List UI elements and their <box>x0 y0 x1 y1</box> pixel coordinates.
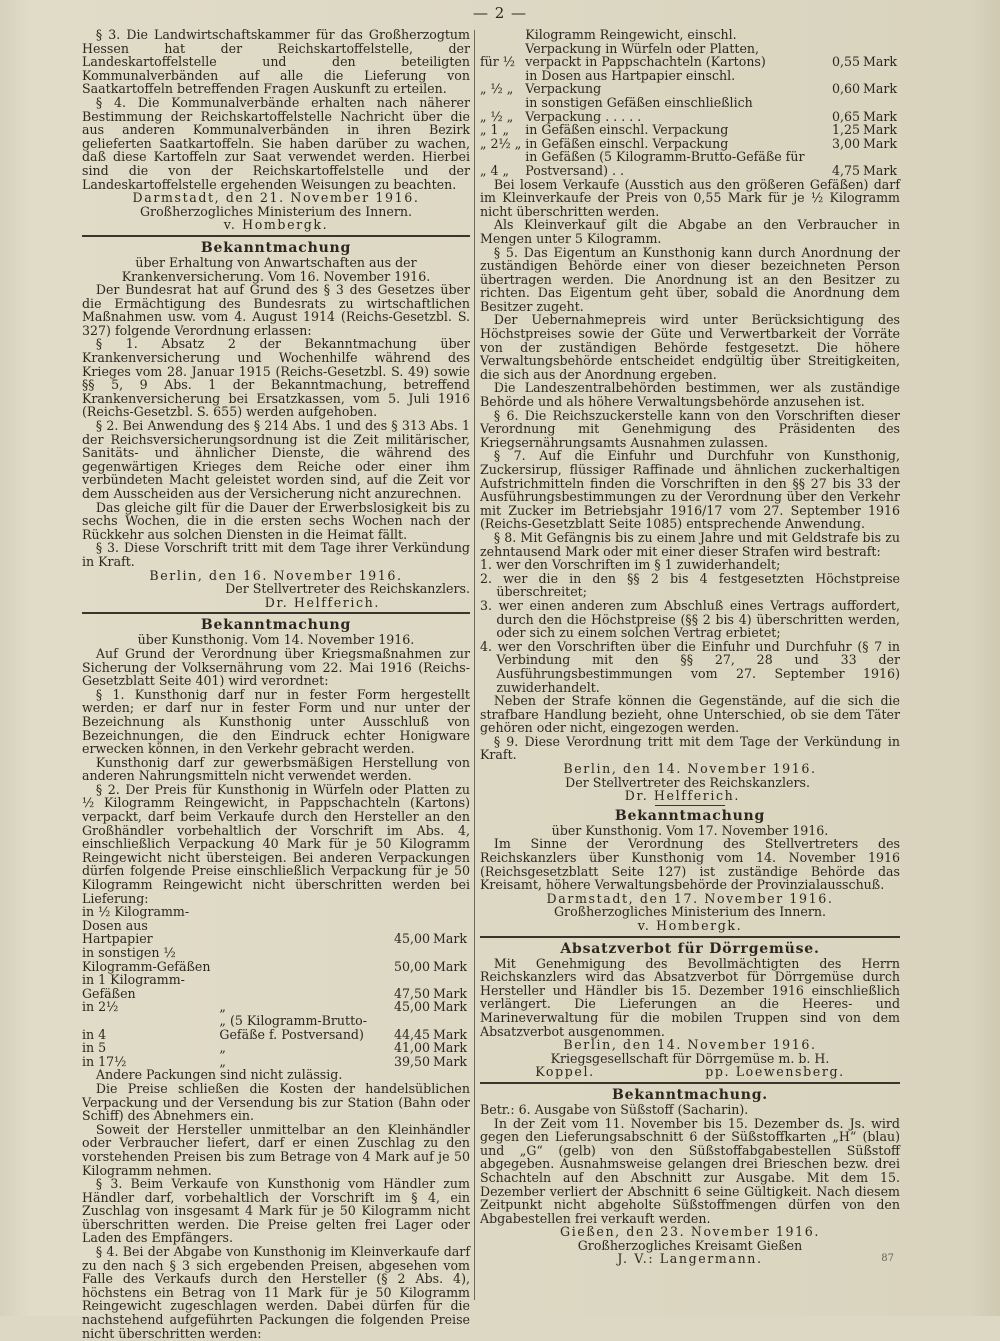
dateline: Gießen, den 23. November 1916. <box>560 1224 820 1240</box>
signature: v. Hombergk. <box>223 217 329 233</box>
price-unit: Mark <box>433 985 468 1001</box>
price-label: in Dosen aus Hartpapier einschl. Verpackung <box>525 67 736 97</box>
price-unit: Mark <box>433 958 468 974</box>
paragraph: Andere Packungen sind nicht zulässig. <box>95 1067 343 1083</box>
paragraph: § 4. Bei der Abgabe von Kunsthonig im Kleinverkaufe darf zu den nach § 3 sich ergebenden Preisen, abgesehen vom Falle des Verkaufs durch den Hersteller (§ 2 Abs. 4), höchstens ein Betrag von 11 Mark für je 50 Kilogramm Reingewicht zugeschlagen werden. Dabei dürfen für die nachstehend aufgeführten Packungen die folgenden Preise nicht überschritten werden: <box>82 1244 470 1341</box>
price-value: 0,60 <box>831 81 860 97</box>
signature-row <box>480 1252 900 1266</box>
paragraph: Bei losem Verkaufe (Ausstich aus den größeren Gefäßen) darf im Kleinverkaufe der Preis von 0,55 Mark für je ½ Kilogramm nicht überschritten werden. <box>480 176 900 219</box>
paragraph: Auf Grund der Verordnung über Kriegsmaßnahmen zur Sicherung der Volksernährung vom 22. Mai 1916 (Reichs-Gesetzblatt Seite 401) wird verordnet: <box>82 645 470 689</box>
paragraph: § 2. Bei Anwendung des § 214 Abs. 1 und des § 313 Abs. 1 der Reichsversicherungsordnung ist die Zeit militärischer, Sanitäts- und ähnlicher Dienste, die während des gegenwärtigen Krieges dem Reiche oder einer ihm verbündeten Macht geleistet worden sind, auf die Zeit vor dem Ausscheiden aus der Versicherung nicht anzurechnen. <box>82 418 470 501</box>
paragraph: § 6. Die Reichszuckerstelle kann von den Vorschriften dieser Verordnung mit Genehmigung des Präsidenten des Kriegsernährungsamts Ausnahmen zulassen. <box>480 407 900 450</box>
price-unit: Mark <box>433 999 468 1015</box>
price-value: 39,50 <box>393 1053 430 1069</box>
price-row <box>480 150 900 177</box>
price-label: in 4 <box>82 1026 107 1042</box>
right-column <box>480 28 900 1302</box>
ministry-name: Großherzogliches Ministerium des Innern. <box>554 904 826 920</box>
penalty-list <box>480 558 900 694</box>
paragraph: § 2. Der Preis für Kunsthonig in Würfeln oder Platten zu ½ Kilogramm Reingewicht, in Pappschachteln (Kartons) verpackt, darf beim Verkaufe durch den Hersteller an den Großhändler vorbehaltlich der Vorschrift im Abs. 4, einschließlich Verpackung 40 Mark für je 50 Kilogramm Reingewicht nicht übersteigen. Bei anderen Verpackungen dürfen folgende Preise einschließlich Verpackung für je 50 Kilogramm Reingewicht nicht überschritten werden bei Lieferung: <box>82 781 470 906</box>
price-row <box>480 137 900 151</box>
price-value: 0,65 <box>831 108 860 124</box>
left-column <box>82 27 470 1341</box>
price-unit: Mark <box>433 1026 468 1042</box>
subject-line: Betr.: 6. Ausgabe von Süßstoff (Sacharin). <box>480 1101 749 1117</box>
dateline: Berlin, den 14. November 1916. <box>563 761 817 777</box>
paragraph: Soweit der Hersteller unmittelbar an den Kleinhändler oder Verbraucher liefert, darf er einen Zuschlag zu den vorstehenden Preisen bis zum Betrage von 4 Mark auf je 50 Kilogramm nehmen. <box>82 1121 470 1178</box>
price-value: 47,50 <box>393 985 430 1001</box>
price-unit: Mark <box>433 1053 468 1069</box>
price-label: in 5 <box>82 1040 107 1056</box>
price-row <box>480 123 900 137</box>
price-row <box>480 28 900 69</box>
list-item: 2. wer die in den §§ 2 bis 4 festgesetzten Höchstpreise überschreitet; <box>480 570 900 600</box>
price-label-extra <box>219 973 378 1000</box>
signature: J. V.: Langermann. <box>617 1251 763 1267</box>
price-label: in 17½ <box>82 1053 127 1069</box>
signature: v. Hombergk. <box>637 918 743 933</box>
price-label-extra: „ <box>219 1040 226 1056</box>
paragraph: § 1. Kunsthonig darf nur in fester Form hergestellt werden; er darf nur in fester Form und nur unter der Bezeichnung als Kunsthonig unter Ausschluß von Bezeichnungen, die den Eindruck echter Honigware erwecken können, in den Verkehr gebracht werden. <box>82 686 470 757</box>
paragraph: In der Zeit vom 11. November bis 15. Dezember ds. Js. wird gegen den Lieferungsabschnitt 6 der Süßstoffkarten „H“ (blau) und „G“ (gelb) von den Süßstoffabgabestellen Süßstoff abgegeben. Ausnahmsweise gelangen drei Brieschen bezw. drei Schachteln auf den Abschnitt zur Ausgabe. Mit dem 15. Dezember verliert der Abschnitt 6 seine Gültigkeit. Nach diesem Zeitpunkt nicht abgeholte Süßstoffmengen dürfen von den Abgabestellen frei verkauft werden. <box>480 1115 900 1226</box>
paragraph: § 9. Diese Verordnung tritt mit dem Tage der Verkündung in Kraft. <box>480 733 900 763</box>
paragraph: Die Landeszentralbehörden bestimmen, wer als zuständige Behörde und als höhere Verwaltungsbehörde anzusehen ist. <box>480 380 900 410</box>
price-label: in Gefäßen einschl. Verpackung <box>525 122 729 138</box>
price-label: in sonstigen Gefäßen einschließlich Verpackung . . . . . <box>525 94 753 124</box>
price-value: 3,00 <box>831 135 860 151</box>
notice-subtitle: über Kunsthonig. Vom 17. November 1916. <box>551 822 829 838</box>
price-row <box>82 973 470 1000</box>
section-rule <box>82 235 470 237</box>
price-label-extra <box>219 905 378 946</box>
ministry-name: Großherzogliches Ministerium des Innern. <box>140 203 412 219</box>
paragraph: Der Uebernahmepreis wird unter Berücksichtigung des Höchstpreises sowie der Güte und Verwertbarkeit der Vorräte von der zuständigen Behörde festgesetzt. Die höhere Verwaltungsbehörde entscheidet endgültig über Streitigkeiten, die sich aus der Anordnung ergeben. <box>480 312 900 382</box>
price-unit: Mark <box>863 54 898 70</box>
price-row <box>82 905 470 946</box>
paragraph: § 3. Die Landwirtschaftskammer für das Großherzogtum Hessen hat der Reichskartoffelstelle, der Landeskartoffelstelle und den beteiligten Kommunalverbänden auf alle die Lieferung von Saatkartoffeln betreffenden Fragen Auskunft zu erteilen. <box>82 27 470 97</box>
signature: pp. Loewensberg. <box>705 1064 845 1080</box>
price-label: in ½ Kilogramm-Dosen aus Hartpapier <box>82 904 190 947</box>
paragraph: § 1. Absatz 2 der Bekanntmachung über Krankenversicherung und Wochenhilfe während des Krieges vom 28. Januar 1915 (Reichs-Gesetzbl. S. 49) sowie §§ 5, 9 Abs. 1 der Bekanntmachung, betreffend Krankenversicherung bei Ersatzkassen, vom 5. Juli 1916 (Reichs-Gesetzbl. S. 655) werden aufgehoben. <box>82 336 470 420</box>
price-unit: Mark <box>863 122 898 138</box>
paragraph: Die Preise schließen die Kosten der handelsüblichen Verpackung und der Versendung bis zur Station (Bahn oder Schiff) des Abnehmers ein. <box>82 1080 470 1124</box>
price-unit: Mark <box>863 162 898 178</box>
price-unit: Mark <box>433 931 468 947</box>
paragraph: Das gleiche gilt für die Dauer der Erwerbslosigkeit bis zu sechs Wochen, die in die ersten sechs Wochen nach der Rückkehr aus solchen Diensten in die Heimat fällt. <box>82 499 470 542</box>
company-name: Kriegsgesellschaft für Dörrgemüse m. b. H. <box>550 1050 830 1066</box>
office-name: Der Stellvertreter des Reichskanzlers. <box>225 581 470 597</box>
notice-title: Bekanntmachung <box>200 239 352 256</box>
signature: Koppel. <box>535 1064 595 1080</box>
dateline: Berlin, den 16. November 1916. <box>149 567 403 583</box>
price-value: 45,00 <box>393 931 430 947</box>
paragraph: Als Kleinverkauf gilt die Abgabe an den Verbraucher in Mengen unter 5 Kilogramm. <box>480 217 900 246</box>
price-quantity: für ½ <box>480 54 516 70</box>
price-row <box>480 96 900 123</box>
office-name: Großherzogliches Kreisamt Gießen <box>577 1237 803 1253</box>
list-item: 3. wer einen anderen zum Abschluß eines Vertrags auffordert, durch den die Höchstpreise (§§ 2 bis 4) überschritten werden, oder sich zu einem solchen Vertrag erbietet; <box>480 597 900 641</box>
paragraph: Mit Genehmigung des Bevollmächtigten des Herrn Reichskanzlers wird das Absatzverbot für Dörrgemüse durch Hersteller und Händler bis 15. Dezember 1916 einschließlich verlängert. Die Lieferungen an die Heeres- und Marineverwaltung für die mobilen Truppen sind von dem Absatzverbot ausgenommen. <box>480 955 900 1039</box>
price-quantity: „ 2½ „ <box>480 135 522 151</box>
price-value: 45,00 <box>393 999 430 1015</box>
dateline: Darmstadt, den 21. November 1916. <box>132 190 420 206</box>
column-divider <box>474 30 475 1300</box>
section-rule <box>82 612 470 614</box>
price-label-extra: „ <box>219 1053 226 1069</box>
short-rule <box>655 805 725 806</box>
price-row <box>82 1055 470 1069</box>
price-row <box>82 946 470 973</box>
paragraph: § 3. Beim Verkaufe von Kunsthonig vom Händler zum Händler darf, vorbehaltlich der Vorschrift im § 4, ein Zuschlag von insgesamt 4 Mark für je 50 Kilogramm nicht überschritten werden. Die Preise gelten frei Lager oder Laden des Empfängers. <box>82 1176 470 1246</box>
price-quantity: „ ½ „ <box>480 81 514 97</box>
price-label: Kilogramm Reingewicht, einschl. Verpackung in Würfeln oder Platten, verpackt in Pappschachteln (Kartons) <box>525 27 766 70</box>
price-label-extra: „ <box>219 999 226 1015</box>
price-label-extra: „ (5 Kilogramm-Brutto-Gefäße f. Postversand) <box>219 1012 367 1042</box>
price-value: 41,00 <box>393 1040 430 1056</box>
paragraph: Kunsthonig darf zur gewerbsmäßigen Herstellung von anderen Nahrungsmitteln nicht verwendet werden. <box>82 754 470 784</box>
price-row <box>480 69 900 96</box>
signature: Dr. Helfferich. <box>264 594 380 610</box>
price-row <box>82 1014 470 1041</box>
price-value: 0,55 <box>831 54 860 70</box>
paragraph: § 3. Diese Vorschrift tritt mit dem Tage ihrer Verkündung in Kraft. <box>82 540 470 569</box>
notice-title: Bekanntmachung <box>200 617 352 634</box>
price-value: 50,00 <box>393 958 430 974</box>
price-label: in Gefäßen (5 Kilogramm-Brutto-Gefäße für Postversand) . . <box>525 149 805 178</box>
price-label: in 1 Kilogramm-Gefäßen <box>82 972 185 1001</box>
signature: Dr. Helfferich. <box>624 788 740 804</box>
list-item: 4. wer den Vorschriften über die Einfuhr und Durchfuhr (§ 7 in Verbindung mit den §§ 27, 28 und 33 der Ausführungsbestimmungen vom 27. September 1916) zuwiderhandelt. <box>480 638 900 695</box>
paragraph: Der Bundesrat hat auf Grund des § 3 des Gesetzes über die Ermächtigung des Bundesrats zu wirtschaftlichen Maßnahmen usw. vom 4. August 1914 (Reichs-Gesetzbl. S. 327) folgende Verordnung erlassen: <box>82 282 470 338</box>
dateline: Berlin, den 14. November 1916. <box>563 1037 817 1053</box>
retail-price-table <box>480 28 900 178</box>
paragraph: § 8. Mit Gefängnis bis zu einem Jahre und mit Geldstrafe bis zu zehntausend Mark oder mit einer dieser Strafen wird bestraft: <box>480 529 900 559</box>
price-quantity: „ ½ „ <box>480 108 514 124</box>
price-label-extra <box>219 946 378 973</box>
office-name: Der Stellvertreter des Reichskanzlers. <box>565 774 810 790</box>
section-rule <box>480 936 900 938</box>
section-rule <box>480 1082 900 1084</box>
price-label: in 2½ <box>82 999 119 1015</box>
paragraph: § 7. Auf die Einfuhr und Durchfuhr von Kunsthonig, Zuckersirup, flüssiger Raffinade und ähnlichen zuckerhaltigen Aufstrichmitteln finden die Vorschriften in den §§ 27 bis 33 der Ausführungsbestimmungen zu der Verordnung über den Verkehr mit Zucker im Betriebsjahr 1916/17 vom 27. September 1916 (Reichs-Gesetzblatt Seite 1085) entsprechende Anwendung. <box>480 448 900 532</box>
paragraph: Neben der Strafe können die Gegenstände, auf die sich die strafbare Handlung bezieht, ohne Unterschied, ob sie dem Täter gehören oder nicht, eingezogen werden. <box>480 693 900 736</box>
price-quantity: „ 4 „ <box>480 162 510 178</box>
price-value: 4,75 <box>831 162 860 178</box>
price-value: 1,25 <box>831 122 860 138</box>
paragraph: Im Sinne der Verordnung des Stellvertreters des Reichskanzlers über Kunsthonig vom 14. November 1916 (Reichsgesetzblatt Seite 127) ist zuständige Behörde das Kreisamt, höhere Verwaltungsbehörde der Provinzialausschuß. <box>480 836 900 893</box>
paragraph: § 5. Das Eigentum an Kunsthonig kann durch Anordnung der zuständigen Behörde einer von dieser bezeichneten Person übertragen werden. Die Anordnung ist an den Besitzer zu richten. Das Eigentum geht über, sobald die Anordnung dem Besitzer zugeht. <box>480 244 900 314</box>
price-value: 44,45 <box>393 1026 430 1042</box>
price-unit: Mark <box>863 135 898 151</box>
notice-subtitle: über Kunsthonig. Vom 14. November 1916. <box>137 632 415 648</box>
price-unit: Mark <box>433 1040 468 1056</box>
price-row <box>82 1041 470 1055</box>
price-label: in Gefäßen einschl. Verpackung <box>525 135 729 151</box>
signature-row <box>480 1065 900 1079</box>
price-table <box>82 905 470 1068</box>
price-quantity: „ 1 „ <box>480 122 510 138</box>
list-item: 1. wer den Vorschriften im § 1 zuwiderhandelt; <box>480 557 781 573</box>
paragraph: § 4. Die Kommunalverbände erhalten nach näherer Bestimmung der Reichskartoffelstelle Nachricht über die aus anderen Kommunalverbänden in ihren Bezirk gelieferten Saatkartoffeln. Sie haben darüber zu wachen, daß diese Kartoffeln zur Saat verwendet werden. Hierbei sind die von der Reichskartoffelstelle und der Landeskartoffelstelle ergehenden Weisungen zu beachten. <box>82 94 470 192</box>
notice-title: Absatzverbot für Dörrgemüse. <box>560 940 820 957</box>
page-number: — 2 — <box>472 4 528 22</box>
price-unit: Mark <box>863 81 898 97</box>
price-unit: Mark <box>863 108 898 124</box>
dateline: Darmstadt, den 17. November 1916. <box>546 890 834 906</box>
price-row <box>82 1000 470 1014</box>
notice-title: Bekanntmachung. <box>612 1086 768 1103</box>
price-label: in sonstigen ½ Kilogramm-Gefäßen <box>82 945 211 974</box>
notice-title: Bekanntmachung <box>614 807 766 824</box>
notice-subtitle: über Erhaltung von Anwartschaften aus der Krankenversicherung. Vom 16. November 1916. <box>121 254 431 284</box>
printer-mark: 87 <box>881 1253 894 1265</box>
